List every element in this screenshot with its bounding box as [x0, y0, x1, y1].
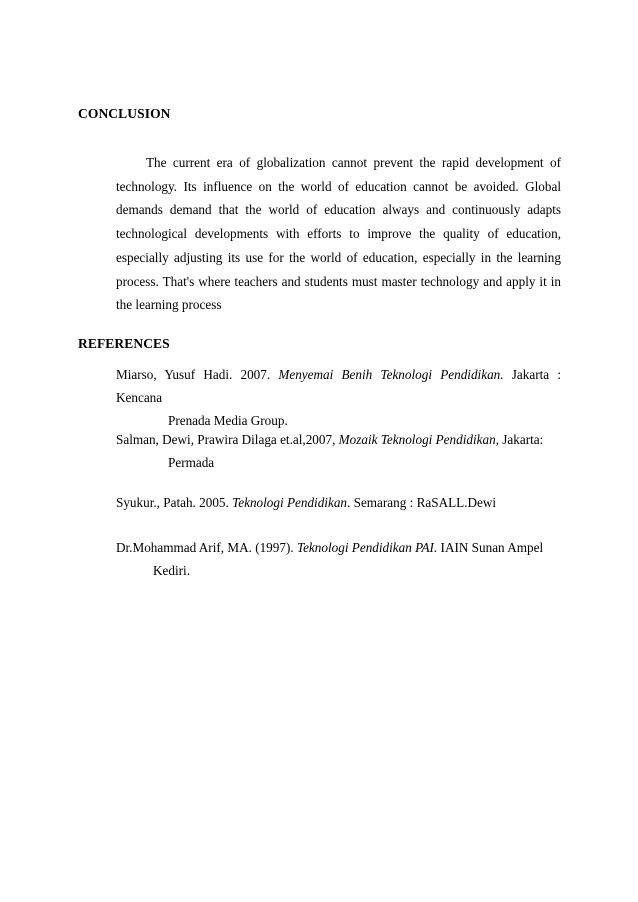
reference-authors: Salman, Dewi, Prawira Dilaga et.al,2007, — [116, 432, 339, 447]
reference-authors: Dr.Mohammad Arif, MA. (1997). — [116, 540, 297, 555]
reference-authors: Miarso, Yusuf Hadi. 2007. — [116, 367, 279, 382]
reference-publisher: , Jakarta: — [495, 432, 544, 447]
reference-publisher: Jakarta : Kencana — [116, 367, 561, 405]
reference-publisher: . Semarang : RaSALL.Dewi — [347, 495, 497, 510]
reference-authors: Syukur., Patah. 2005. — [116, 495, 233, 510]
reference-entry — [116, 363, 561, 432]
reference-continuation: Permada — [168, 455, 215, 470]
reference-first-line — [116, 363, 561, 409]
reference-entry — [116, 428, 561, 474]
reference-entry — [116, 536, 561, 582]
reference-entry — [116, 491, 561, 514]
reference-title: Teknologi Pendidikan PAI. — [296, 540, 438, 555]
references-heading: REFERENCES — [78, 336, 170, 351]
reference-first-line — [116, 428, 561, 451]
reference-first-line — [116, 536, 561, 559]
reference-first-line — [116, 495, 496, 510]
reference-title: Menyemai Benih Teknologi Pendidikan. — [278, 367, 504, 382]
reference-title: Teknologi Pendidikan — [232, 495, 348, 510]
conclusion-heading: CONCLUSION — [78, 106, 171, 121]
reference-title: Mozaik Teknologi Pendidikan — [338, 432, 496, 447]
conclusion-paragraph: The current era of globalization cannot prevent the rapid development of technology. Its influence on the world of education cannot be avoided. Global demands demand that the world of education always and continuously adapts technological developments with efforts to improve the quality of education, especially adjusting its use for the world of education, especially in the learning process. That's where teachers and students must master technology and apply it in the learning process — [116, 155, 561, 313]
reference-publisher: IAIN Sunan Ampel — [437, 540, 544, 555]
reference-continuation: Prenada Media Group. — [168, 413, 288, 428]
reference-continuation: Kediri. — [153, 563, 190, 578]
